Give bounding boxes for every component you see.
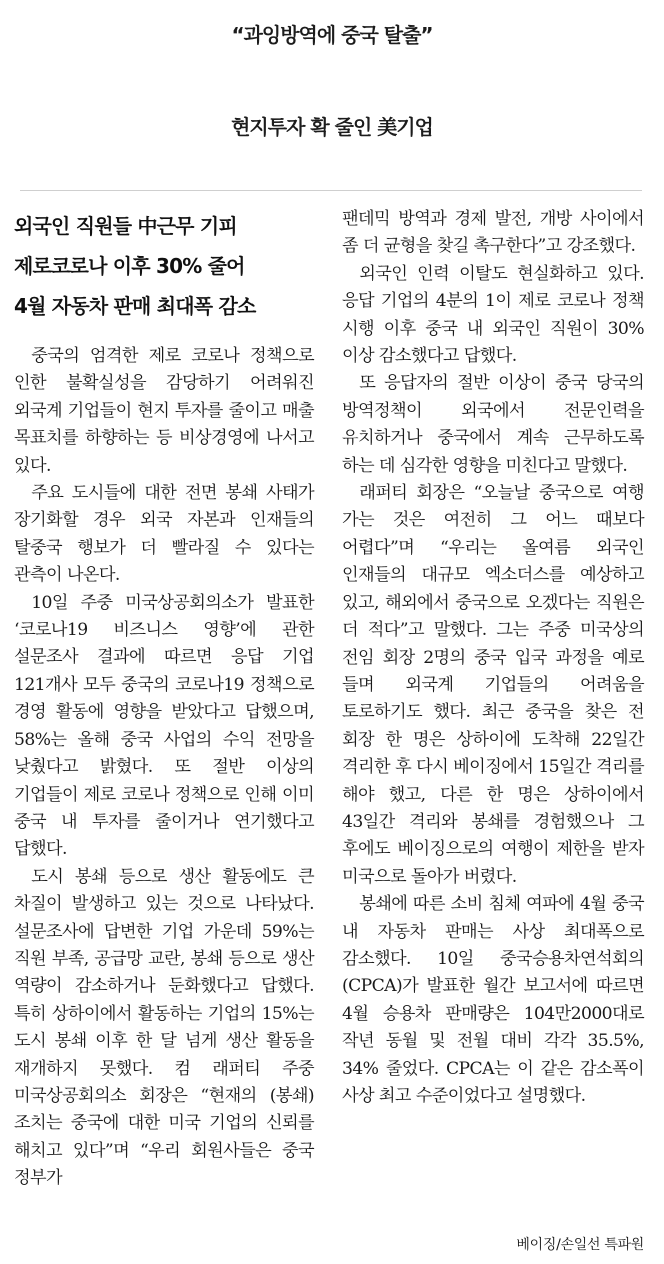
article-column-right	[342, 206, 644, 1110]
body-paragraph: 래퍼티 회장은 “오늘날 중국으로 여행 가는 것은 여전히 그 어느 때보다 어렵다”며 “우리는 올여름 외국인 인재들의 대규모 엑소더스를 예상하고 있고, 해외에서 중국으로 오겠다는 직원은 더 적다”고 말했다. 그는 주중 미국상의 전임 회장 2명의 중국 입국 과정을 예로 들며 외국계 기업들의 어려움을 토로하기도 했다. 최근 중국을 찾은 전 회장 한 명은 상하이에 도착해 22일간 격리한 후 다시 베이징에서 15일간 격리를 해야 했고, 다른 한 명은 상하이에서 43일간 격리와 봉쇄를 경험했으나 그 후에도 베이징으로의 여행이 제한을 받자 미국으로 돌아가 버렸다.	[342, 483, 644, 887]
body-paragraph: 주요 도시들에 대한 전면 봉쇄 사태가 장기화할 경우 외국 자본과 인재들의 탈중국 행보가 더 빨라질 수 있다는 관측이 나온다.	[14, 483, 314, 586]
body-paragraph: 도시 봉쇄 등으로 생산 활동에도 큰 차질이 발생하고 있는 것으로 나타났다. 설문조사에 답변한 기업 가운데 59%는 직원 부족, 공급망 교란, 봉쇄 등으로 생산 역량이 감소하거나 둔화했다고 답했다. 특히 상하이에서 활동하는 기업의 15%는 도시 봉쇄 이후 한 달 넘게 생산 활동을 재개하지 못했다. 컴 래퍼티 주중 미국상공회의소 회장은 “현재의 (봉쇄) 조치는 중국에 대한 미국 기업의 신뢰를 해치고 있다”며 “우리 회원사들은 중국 정부가	[14, 866, 314, 1189]
body-paragraph: 또 응답자의 절반 이상이 중국 당국의 방역정책이 외국에서 전문인력을 유치하거나 중국에서 계속 근무하도록 하는 데 심각한 영향을 미친다고 말했다.	[342, 373, 644, 476]
article-column-left	[14, 206, 314, 1193]
body-paragraph: 외국인 인력 이탈도 현실화하고 있다. 응답 기업의 4분의 1이 제로 코로나 정책 시행 이후 중국 내 외국인 직원이 30% 이상 감소했다고 답했다.	[342, 263, 644, 367]
body-paragraph: 봉쇄에 따른 소비 침체 여파에 4월 중국 내 자동차 판매는 사상 최대폭으로 감소했다. 10일 중국승용차연석회의(CPCA)가 발표한 월간 보고서에 따르면 4월 승용차 판매량은 104만2000대로 작년 동월 및 전월 대비 각각 35.5%, 34% 줄었다. CPCA는 이 같은 감소폭이 사상 최고 수준이었다고 설명했다.	[342, 894, 644, 1106]
headline-divider	[20, 190, 642, 191]
body-paragraph-continued: 팬데믹 방역과 경제 발전, 개방 사이에서 좀 더 균형을 찾길 촉구한다”고 강조했다.	[342, 209, 644, 257]
body-paragraph: 중국의 엄격한 제로 코로나 정책으로 인한 불확실성을 감당하기 어려워진 외국계 기업들이 현지 투자를 줄이고 매출 목표치를 하향하는 등 비상경영에 나서고 있다.	[14, 346, 314, 476]
headline-line-2: 현지투자 확 줄인 美기업	[231, 115, 433, 139]
byline: 베이징/손일선 특파원	[516, 1237, 644, 1253]
headline-line-1: “과잉방역에 중국 탈출”	[231, 23, 433, 47]
body-paragraph: 10일 주중 미국상공회의소가 발표한 ‘코로나19 비즈니스 영향’에 관한 설문조사 결과에 따르면 응답 기업 121개사 모두 중국의 코로나19 정책으로 경영 활동에 영향을 받았다고 답했으며, 58%는 올해 중국 사업의 수익 전망을 낮췄다고 밝혔다. 또 절반 이상의 기업들이 제로 코로나 정책으로 인해 이미 중국 내 투자를 줄이거나 연기했다고 답했다.	[14, 592, 314, 860]
subheadline: 4월 자동차 판매 최대폭 감소	[14, 294, 256, 318]
subheadline-group	[14, 206, 314, 326]
subheadline: 외국인 직원들 中근무 기피	[14, 214, 237, 238]
subheadline: 제로코로나 이후 30% 줄어	[14, 254, 245, 278]
